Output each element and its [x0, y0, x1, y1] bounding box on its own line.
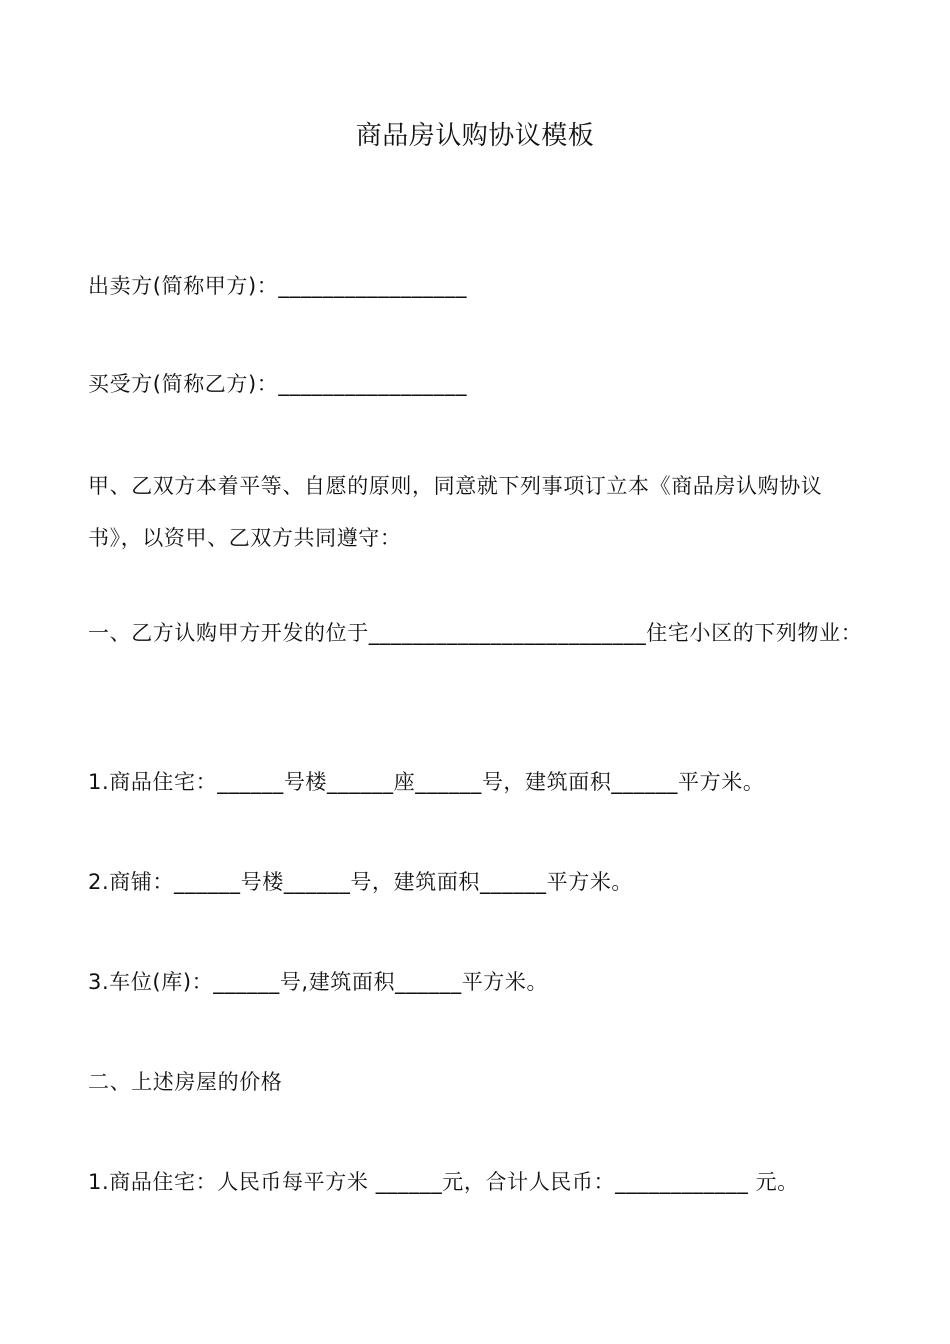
price-item-residence: 1.商品住宅：人民币每平方米 ______元，合计人民币：____________ 元。 — [88, 1170, 799, 1194]
item-shop: 2.商铺：______号楼______号，建筑面积______平方米。 — [88, 870, 634, 894]
buyer-line: 买受方(简称乙方)：_________________ — [88, 372, 468, 396]
section-one-heading: 一、乙方认购甲方开发的位于_________________________住宅小区的下列物业： — [88, 621, 863, 645]
item-parking: 3.车位(库)：______号,建筑面积______平方米。 — [88, 970, 549, 994]
seller-line: 出卖方(简称甲方)：_________________ — [88, 274, 468, 298]
document-title: 商品房认购协议模板 — [355, 121, 595, 151]
section-two-heading: 二、上述房屋的价格 — [88, 1070, 283, 1094]
intro-paragraph: 甲、乙双方本着平等、自愿的原则，同意就下列事项订立本《商品房认购协议书》，以资甲、乙双方共同遵守： — [88, 474, 823, 550]
item-residence: 1.商品住宅：______号楼______座______号，建筑面积______平方米。 — [88, 770, 765, 794]
